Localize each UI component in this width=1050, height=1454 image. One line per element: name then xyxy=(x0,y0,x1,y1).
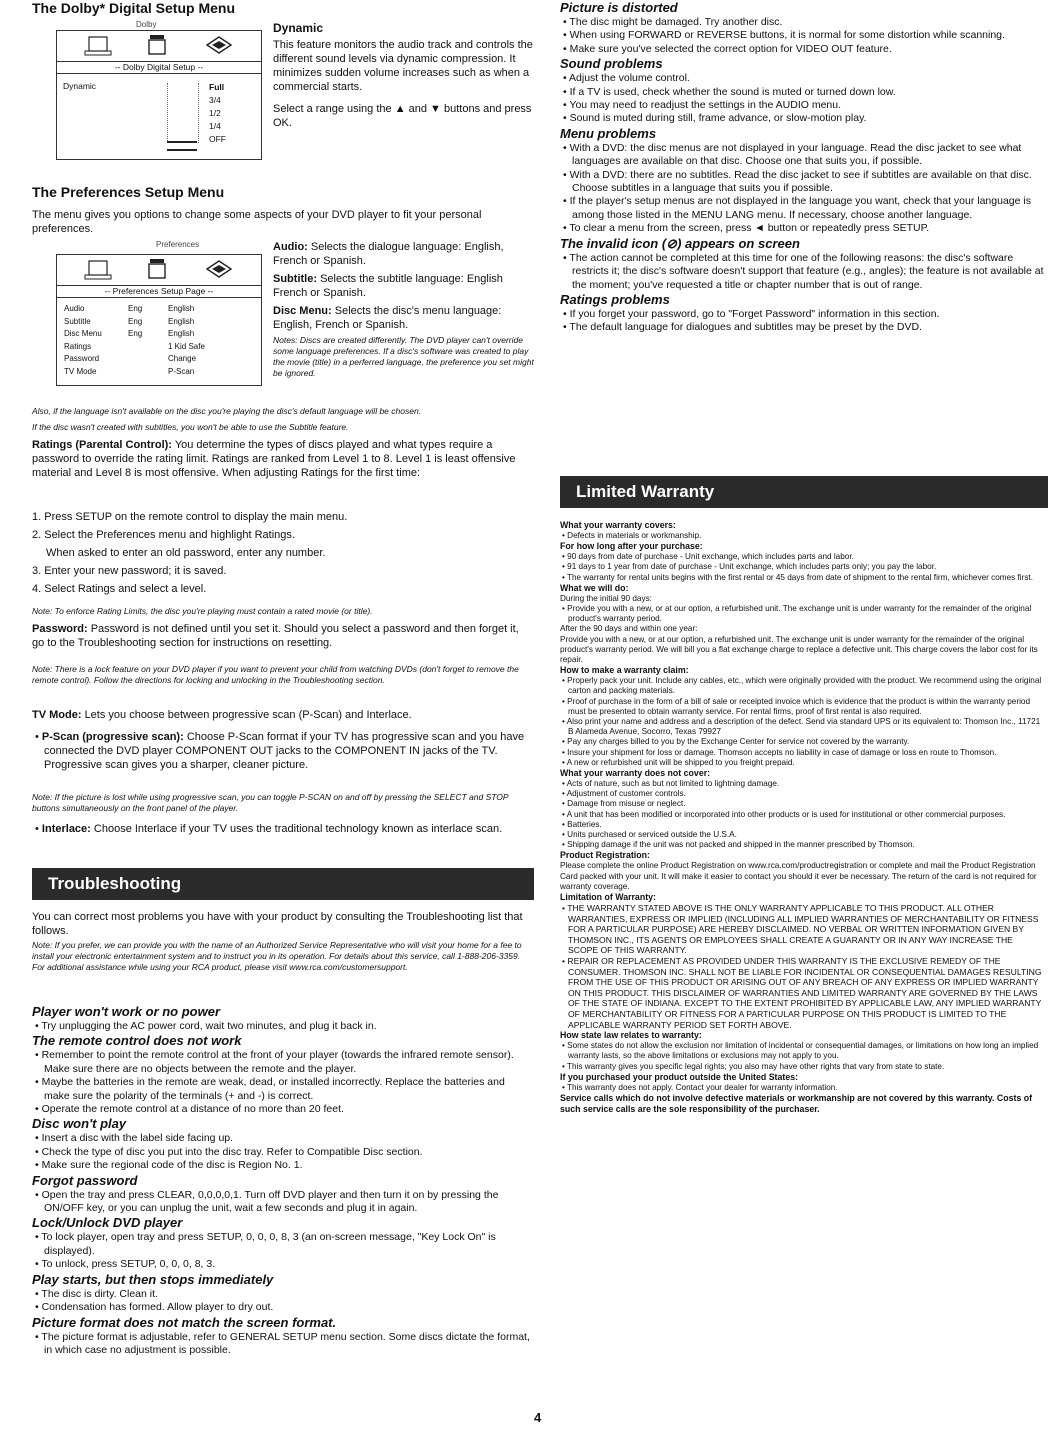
trouble-item: • The picture format is adjustable, refer to GENERAL SETUP menu section. Some discs dictate the format, in which case no adjustment is possible. xyxy=(32,1331,532,1358)
warranty-caps-item: • REPAIR OR REPLACEMENT AS PROVIDED UNDER THIS WARRANTY IS THE EXCLUSIVE REMEDY OF THE CONSUMER. THOMSON INC. SHALL NOT BE LIABLE FOR INCIDENTAL OR CONSEQUENTIAL DAMAGES RESULTING FROM THE USE OF THIS PRODUCT OR ARISING OUT OF ANY BREACH OF ANY EXPRESS OR IMPLIED WARRANTY ON THIS PRODUCT. THIS DISCLAIMER OF WARRANTIES AND LIMITED WARRANTY ARE GOVERNED BY THE LAWS OF THE STATE OF INDIANA. EXCEPT TO THE EXTENT PROHIBITED BY APPLICABLE LAW, ANY IMPLIED WARRANTY OF MERCHANTABILITY OR FITNESS FOR A PARTICULAR PURPOSE ON THIS PRODUCT IS LIMITED TO THE APPLICABLE WARRANTY PERIOD SET FORTH ABOVE. xyxy=(560,956,1044,1030)
troubleshooting-note: Note: If you prefer, we can provide you with the name of an Authorized Service Representative who will visit your home for a fee to install your electronic entertainment system and to instruct you in its operation. For details about this service, call 1-888-206-3359. For additional assistance while using your RCA product, please visit www.rca.com/customersupport. xyxy=(32,940,522,972)
preferences-menu-caption: Preferences xyxy=(156,240,200,249)
trouble-title: Play starts, but then stops immediately xyxy=(32,1271,274,1287)
warranty-heading: Product Registration: xyxy=(560,850,650,861)
warranty-item: • This warranty gives you specific legal rights; you also may have other rights that vary from state to state. xyxy=(560,1062,1044,1072)
warranty-heading: If you purchased your product outside the United States: xyxy=(560,1071,799,1082)
tvmode-label: TV Mode: xyxy=(32,709,82,721)
warranty-heading: How state law relates to warranty: xyxy=(560,1030,702,1041)
interlace-item xyxy=(32,822,534,836)
trouble-item: • If the player's setup menus are not displayed in the language you want, check that your language is among those listed in the MENU LANG menu. If necessary, choose another language. xyxy=(560,195,1044,222)
step-2-sub: When asked to enter an old password, enter any number. xyxy=(46,547,326,559)
trouble-title: Picture is distorted xyxy=(560,0,678,15)
warranty-final-statement: Service calls which do not involve defective materials or workmanship are not covered by this warranty. Costs of such service calls are the sole responsibility of the purchaser. xyxy=(560,1093,1033,1115)
trouble-item: • Insert a disc with the label side facing up. xyxy=(32,1132,532,1145)
menu-row xyxy=(63,366,206,379)
menu-label: Ratings xyxy=(64,341,92,351)
dynamic-title: Dynamic xyxy=(273,21,324,35)
ratings-steps xyxy=(32,510,532,596)
level-3-4: 3/4 xyxy=(209,95,221,105)
note-ratings: Note: To enforce Rating Limits, the disc you're playing must contain a rated movie (or title). xyxy=(32,606,373,616)
menu-value: English xyxy=(168,304,195,313)
trouble-item: • When using FORWARD or REVERSE buttons, it is normal for some distortion while scanning. xyxy=(560,29,1044,42)
ratings-label: Ratings (Parental Control): xyxy=(32,439,172,451)
dolby-menu-title: -- Dolby Digital Setup -- xyxy=(57,61,261,74)
trouble-item: • The disc is dirty. Clean it. xyxy=(32,1288,532,1301)
menu-label: TV Mode xyxy=(64,366,97,376)
trouble-item: • Check the type of disc you put into the disc tray. Refer to Compatible Disc section. xyxy=(32,1146,532,1159)
menu-row xyxy=(63,303,206,316)
trouble-item: • Make sure the regional code of the disc is Region No. 1. xyxy=(32,1159,532,1172)
trouble-item: • With a DVD: the disc menus are not displayed in your language. Read the disc jacket to see what languages are available on that disc. Choose one that suits you, if possible. xyxy=(560,142,1044,169)
trouble-item: • Maybe the batteries in the remote are weak, dead, or installed incorrectly. Replace the batteries and make sure the polarity of the terminals (+ and -) is correct. xyxy=(32,1076,532,1103)
menu-value: Change xyxy=(168,354,197,363)
warranty-text: After the 90 days and within one year: xyxy=(560,624,698,634)
interlace-text: Choose Interlace if your TV uses the traditional technology known as interlace scan. xyxy=(93,823,503,835)
step-2: 2. Select the Preferences menu and highlight Ratings. xyxy=(32,529,295,541)
warranty-text: Provide you with a new, or at our option, a refurbished unit. The exchange unit is under warranty for the remainder of the original product's warranty period. We will bill you a flat exchange charge to replace a defective unit. This charge covers the labor cost for its repair. xyxy=(560,634,1038,665)
ratings-text: You determine the types of discs played and what types require a password to override the rating limit. Ratings are ranked from Level 1 to 8. Level 1 is least offensive material and Level 8 is most offensive. When adjusting Ratings for the first time: xyxy=(32,439,516,479)
trouble-item: • Remember to point the remote control at the front of your player (towards the infrared remote sensor). Make sure there are no objects between the remote and the player. xyxy=(32,1049,532,1076)
limited-warranty-banner: Limited Warranty xyxy=(560,476,1048,508)
warranty-heading: What we will do: xyxy=(560,582,629,593)
preferences-menu-table xyxy=(63,303,206,378)
general-icon-base xyxy=(85,275,111,279)
note-pscan: Note: If the picture is lost while using progressive scan, you can toggle P-SCAN on and off by pressing the SELECT and STOP buttons simultaneously on the front panel of the player. xyxy=(32,792,509,813)
dolby-heading: The Dolby* Digital Setup Menu xyxy=(32,0,236,16)
menu-label: Password xyxy=(64,354,100,363)
speaker-icon xyxy=(149,40,165,54)
warranty-item: • Damage from misuse or neglect. xyxy=(560,799,1044,809)
warranty-item: • Units purchased or serviced outside the U.S.A. xyxy=(560,830,1044,840)
preferences-intro: The menu gives you options to change some aspects of your DVD player to fit your personal preferences. xyxy=(32,209,482,235)
dynamic-description xyxy=(273,20,535,130)
preferences-menu-title: -- Preferences Setup Page -- xyxy=(57,285,261,298)
tvmode-paragraph xyxy=(32,708,532,722)
trouble-title: Player won't work or no power xyxy=(32,1004,221,1019)
warranty-item: • Insure your shipment for loss or damage. Thomson accepts no liability in case of damage or loss en route to Thomson. xyxy=(560,748,1044,758)
menu-current xyxy=(127,366,167,379)
trouble-item: • You may need to readjust the settings in the AUDIO menu. xyxy=(560,99,1044,112)
preferences-notes: Notes: Discs are created differently. The DVD player can't override some language preferences. If a disc's software was created to play the movie (title) in a perferred language, the preference you set might be ignored. xyxy=(273,335,534,378)
preferences-icon-inner xyxy=(212,41,226,49)
pscan-label: P-Scan (progressive scan): xyxy=(41,731,184,743)
warranty-text: Please complete the online Product Registration on www.rca.com/productregistration or complete and mail the Product Registration Card packed with your unit. It will make it easier to contact you should it ever be necessary. The return of the card is not required for warranty coverage. xyxy=(560,861,1037,891)
warranty-heading: Limitation of Warranty: xyxy=(560,892,656,903)
discmenu-option xyxy=(273,304,535,332)
level-1-4: 1/4 xyxy=(209,121,221,131)
audio-option xyxy=(273,240,535,268)
level-1-2: 1/2 xyxy=(209,108,221,118)
password-paragraph xyxy=(32,622,532,650)
menu-current: Eng xyxy=(128,304,143,313)
menu-value: P-Scan xyxy=(168,366,195,376)
password-text: Password is not defined until you set it. Should you select a password and then forget it, go to the Troubleshooting section for instructions on resetting. xyxy=(32,623,519,649)
note-also: Also, if the language isn't available on the disc you're playing the disc's default language will be chosen. xyxy=(32,406,422,416)
trouble-item: • If you forget your password, go to "Forget Password" information in this section. xyxy=(560,308,1044,321)
general-icon xyxy=(89,37,107,51)
discmenu-label: Disc Menu: xyxy=(273,305,332,317)
preferences-menu-box xyxy=(56,254,262,386)
preferences-options xyxy=(273,240,535,379)
menu-label: Audio xyxy=(64,304,85,313)
menu-current xyxy=(127,353,167,366)
warranty-item: • A new or refurbished unit will be shipped to you freight prepaid. xyxy=(560,758,1044,768)
note-password: Note: There is a lock feature on your DVD player if you want to prevent your child from watching DVDs (don't forget to remove the remote control). Follow the directions for locking and unlocking in the Troubleshooting section. xyxy=(32,664,519,685)
warranty-item: • Also print your name and address and a description of the defect. Send via standard UPS or its equivalent to: Thomson Inc., 11721 B Alameda Avenue, Socorro, Texas 79927 xyxy=(560,717,1044,737)
trouble-item: • The action cannot be completed at this time for one of the following reasons: the disc's software restricts it; the disc's software doesn't support that feature (e.g., angles); the feature is not available at the moment; you've requested a title or chapter number that is out of range. xyxy=(560,252,1044,292)
warranty-item: • Defects in materials or workmanship. xyxy=(560,531,1044,541)
audio-label: Audio: xyxy=(273,241,308,253)
trouble-item: • With a DVD: there are no subtitles. Read the disc jacket to see if subtitles are available on that disc. Choose subtitles in a language that suits you if possible. xyxy=(560,169,1044,196)
trouble-item: • Open the tray and press CLEAR, 0,0,0,0,1. Turn off DVD player and then turn it on by pressing the ON/OFF key, or you can unplug the unit, wait a few seconds and plug it in again. xyxy=(32,1189,532,1216)
dolby-level-scale xyxy=(167,79,207,151)
trouble-title: Ratings problems xyxy=(560,291,670,307)
setup-icons xyxy=(57,255,261,289)
menu-current: Eng xyxy=(128,329,143,338)
subtitle-label: Subtitle: xyxy=(273,273,317,285)
trouble-item: • To unlock, press SETUP, 0, 0, 0, 8, 3. xyxy=(32,1258,532,1271)
warranty-caps-item: • THE WARRANTY STATED ABOVE IS THE ONLY WARRANTY APPLICABLE TO THIS PRODUCT. ALL OTHER WARRANTIES, EXPRESS OR IMPLIED (INCLUDING ALL IMPLIED WARRANTIES OF MERCHANTABILITY OR FITNESS FOR A PARTICULAR PURPOSE) ARE HEREBY DISCLAIMED. NO VERBAL OR WRITTEN INFORMATION GIVEN BY THOMSON INC., ITS AGENTS OR EMPLOYEES SHALL CREATE A GUARANTY OR IN ANY WAY INCREASE THE SCOPE OF THIS WARRANTY. xyxy=(560,903,1044,956)
troubleshooting-continued xyxy=(560,0,1044,335)
pscan-item xyxy=(32,730,534,772)
troubleshooting-banner: Troubleshooting xyxy=(32,868,534,900)
dynamic-body: This feature monitors the audio track and controls the different sound levels via dynamic compression. It minimizes sudden volume increases such as when a commercial starts. xyxy=(273,39,533,93)
menu-current: Eng xyxy=(128,316,143,326)
general-icon xyxy=(89,261,107,275)
trouble-item: • To clear a menu from the screen, press ◄ button or repeatedly press SETUP. xyxy=(560,222,1044,235)
step-1: 1. Press SETUP on the remote control to display the main menu. xyxy=(32,511,348,523)
trouble-item: • Try unplugging the AC power cord, wait two minutes, and plug it back in. xyxy=(32,1020,532,1033)
menu-label: Disc Menu xyxy=(64,329,102,338)
warranty-item: • Acts of nature, such as but not limited to lightning damage. xyxy=(560,779,1044,789)
trouble-item: • Operate the remote control at a distance of no more than 20 feet. xyxy=(32,1103,532,1116)
trouble-title: Sound problems xyxy=(560,56,663,72)
interlace-label: Interlace: xyxy=(41,823,91,835)
setup-icons xyxy=(57,31,261,65)
warranty-text: During the initial 90 days: xyxy=(560,593,652,603)
warranty-item: • Proof of purchase in the form of a bill of sale or receipted invoice which is evidence that the product is within the warranty period must be presented to obtain warranty service. For rental firms, proof of first rental is also required. xyxy=(560,697,1044,717)
warranty-item: • Provide you with a new, or at our option, a refurbished unit. The exchange unit is under warranty for the remainder of the original product's warranty period. xyxy=(560,604,1044,624)
warranty-heading: What your warranty does not cover: xyxy=(560,768,711,779)
menu-row xyxy=(63,353,206,366)
tvmode-text: Lets you choose between progressive scan (P-Scan) and Interlace. xyxy=(84,709,412,721)
trouble-title: Picture format does not match the screen format. xyxy=(32,1314,337,1330)
ratings-paragraph xyxy=(32,438,532,480)
dolby-menu-diagram xyxy=(56,20,262,160)
menu-row xyxy=(63,341,206,354)
warranty-item: • A unit that has been modified or incorporated into other products or is used for institutional or other commercial purposes. xyxy=(560,810,1044,820)
troubleshooting-intro: You can correct most problems you have with your product by consulting the Troubleshooting list that follows. xyxy=(32,911,523,937)
step-3: 3. Enter your new password; it is saved. xyxy=(32,565,227,577)
subtitle-option xyxy=(273,272,535,300)
warranty-heading: How to make a warranty claim: xyxy=(560,665,689,676)
level-bar-base xyxy=(167,141,197,151)
warranty-item: • The warranty for rental units begins with the first rental or 45 days from date of shipment to the rental firm, whichever comes first. xyxy=(560,573,1044,583)
menu-label: Subtitle xyxy=(64,316,91,326)
dolby-menu-box xyxy=(56,30,262,160)
menu-row xyxy=(63,316,206,329)
warranty-item: • 91 days to 1 year from date of purchase - Unit exchange, which includes parts only; you pay the labor. xyxy=(560,562,1044,572)
password-label: Password: xyxy=(32,623,88,635)
preferences-icon-inner xyxy=(212,265,226,273)
menu-value: 1 Kid Safe xyxy=(168,341,205,351)
warranty-item: • Shipping damage if the unit was not packed and shipped in the manner prescribed by Thomson. xyxy=(560,840,1044,850)
trouble-item: • Condensation has formed. Allow player to dry out. xyxy=(32,1301,532,1314)
pscan-text: Choose P-Scan format if your TV has progressive scan and you have connected the DVD player COMPONENT OUT jacks to the COMPONENT IN jacks of the TV. Progressive scan gives you a sharper, cleaner picture. xyxy=(44,731,525,771)
trouble-title: Menu problems xyxy=(560,125,657,141)
trouble-title: Lock/Unlock DVD player xyxy=(32,1215,183,1231)
discmenu-text: Selects the disc's menu language: English, French or Spanish. xyxy=(273,305,502,331)
warranty-item: • This warranty does not apply. Contact your dealer for warranty information. xyxy=(560,1083,1044,1093)
warranty-heading: For how long after your purchase: xyxy=(560,541,703,552)
warranty-heading: What your warranty covers: xyxy=(560,520,676,530)
trouble-title: Forgot password xyxy=(32,1172,138,1188)
level-full: Full xyxy=(209,82,225,92)
subtitle-text: Selects the subtitle language: English French or Spanish. xyxy=(273,273,503,299)
dolby-menu-caption: Dolby xyxy=(136,20,157,29)
trouble-item: • Sound is muted during still, frame advance, or slow-motion play. xyxy=(560,112,1044,125)
dolby-menu-option: Dynamic xyxy=(63,81,97,91)
trouble-item: • Make sure you've selected the correct option for VIDEO OUT feature. xyxy=(560,43,1044,56)
trouble-title: The remote control does not work xyxy=(32,1033,242,1049)
warranty-item: • Properly pack your unit. Include any cables, etc., which were originally provided with the product. We recommend using the original carton and packing materials. xyxy=(560,676,1044,696)
trouble-item: • If a TV is used, check whether the sound is muted or turned down low. xyxy=(560,86,1044,99)
speaker-icon-top xyxy=(150,259,164,263)
warranty-item: • 90 days from date of purchase - Unit exchange, which includes parts and labor. xyxy=(560,552,1044,562)
preferences-heading: The Preferences Setup Menu xyxy=(32,184,225,200)
trouble-title: The invalid icon (⊘) appears on screen xyxy=(560,235,800,251)
audio-text: Selects the dialogue language: English, French or Spanish. xyxy=(273,241,504,267)
warranty-item: • Some states do not allow the exclusion nor limitation of incidental or consequential damages, or limitations on how long an implied warranty lasts, so the above limitations or exclusions may not apply to you. xyxy=(560,1041,1044,1061)
menu-row xyxy=(63,328,206,341)
level-bar xyxy=(167,83,199,143)
warranty-item: • Adjustment of customer controls. xyxy=(560,789,1044,799)
menu-value: English xyxy=(168,316,195,326)
warranty-item: • Batteries. xyxy=(560,820,1044,830)
speaker-icon xyxy=(149,264,165,278)
warranty-item: • Pay any charges billed to you by the Exchange Center for service not covered by the warranty. xyxy=(560,737,1044,747)
dynamic-select: Select a range using the ▲ and ▼ buttons and press OK. xyxy=(273,103,532,129)
speaker-icon-top xyxy=(150,35,164,39)
trouble-item: • To lock player, open tray and press SETUP, 0, 0, 0, 8, 3 (an on-screen message, "Key Lock On" is displayed). xyxy=(32,1231,532,1258)
page-number: 4 xyxy=(534,1410,542,1425)
menu-current xyxy=(127,341,167,354)
trouble-item: • Adjust the volume control. xyxy=(560,72,1044,85)
preferences-menu-diagram xyxy=(56,240,262,392)
level-off: OFF xyxy=(209,134,226,144)
trouble-item: • The default language for dialogues and subtitles may be preset by the DVD. xyxy=(560,321,1044,334)
trouble-title: Disc won't play xyxy=(32,1116,127,1132)
menu-value: English xyxy=(168,329,195,338)
trouble-item: • The disc might be damaged. Try another disc. xyxy=(560,16,1044,29)
troubleshooting-list xyxy=(32,1004,532,1357)
note-if: If the disc wasn't created with subtitles, you won't be able to use the Subtitle feature. xyxy=(32,422,349,432)
warranty-body xyxy=(560,520,1044,1115)
dolby-levels xyxy=(209,81,226,146)
step-4: 4. Select Ratings and select a level. xyxy=(32,583,207,595)
